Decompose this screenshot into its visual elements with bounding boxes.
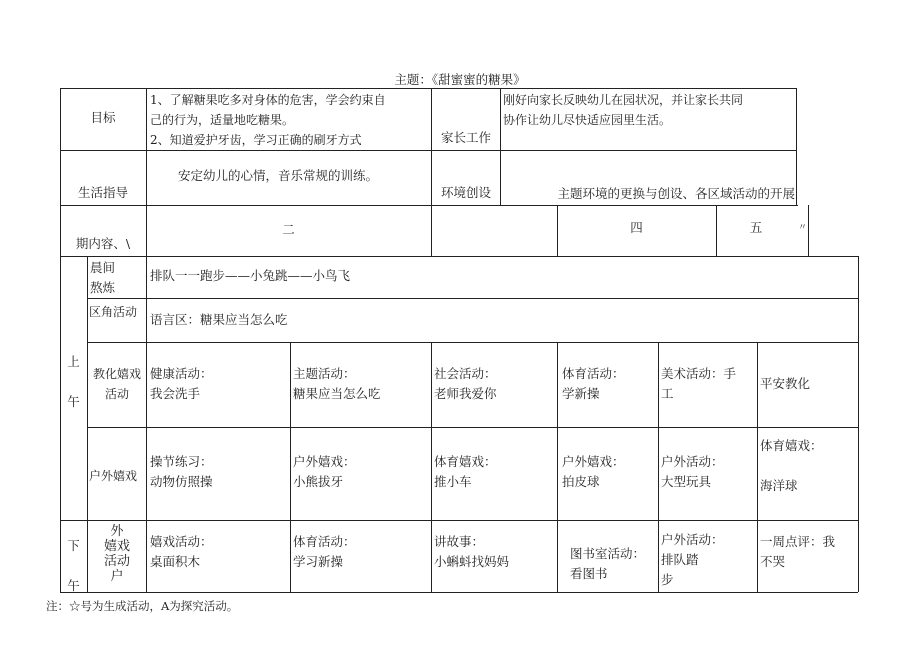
grid-line bbox=[858, 256, 859, 592]
outdoor-cell: 户外嬉戏： 拍皮球 bbox=[562, 454, 625, 489]
teaching-cell: 美术活动：手 工 bbox=[661, 366, 737, 401]
outdoor-cell: 户外活动： 大型玩具 bbox=[661, 454, 724, 489]
environment-text: 主题环境的更换与创设、各区域活动的开展 bbox=[557, 186, 795, 201]
grid-line bbox=[60, 88, 796, 89]
parent-work-text: 刚好向家长反映幼儿在园状况，并让家长共同 协作让幼儿尽快适应园里生活。 bbox=[503, 93, 744, 127]
grid-line bbox=[808, 205, 809, 256]
day-five: 五 bbox=[749, 220, 763, 235]
grid-line bbox=[500, 88, 501, 205]
footnote: 注：☆号为生成活动，A为探究活动。 bbox=[46, 599, 239, 613]
morning-section-label: 上 午 bbox=[67, 354, 80, 409]
teaching-cell: 体育活动： 学新操 bbox=[562, 366, 625, 401]
grid-line bbox=[658, 342, 659, 592]
goal-text: 1、了解糖果吃多对身体的危害，学会约束自 己的行为，适量地吃糖果。 2、知道爱护牙齿，学习正确的刷牙方式 bbox=[150, 93, 386, 147]
afternoon-cell: 讲故事： 小蝌蚪找妈妈 bbox=[434, 534, 510, 569]
grid-line bbox=[290, 342, 291, 592]
teaching-cell: 主题活动： 糖果应当怎么吃 bbox=[293, 366, 381, 401]
afternoon-cell: 体育活动： 学习新操 bbox=[293, 534, 356, 569]
grid-line bbox=[60, 256, 858, 257]
goal-label: 目标 bbox=[90, 110, 116, 125]
day-mark: 〃 bbox=[798, 223, 808, 233]
grid-line bbox=[60, 520, 858, 521]
afternoon-cell: 户外活动： 排队踏 步 bbox=[661, 532, 724, 587]
page-title: 主题：《甜蜜蜜的糖果》 bbox=[394, 72, 526, 87]
parent-work-label: 家长工作 bbox=[440, 130, 491, 145]
grid-line bbox=[146, 88, 147, 592]
outdoor-cell: 操节练习： 动物仿照操 bbox=[150, 454, 213, 489]
teaching-cell: 社会活动： 老师我爱你 bbox=[434, 366, 497, 401]
area-activity-content: 语言区：糖果应当怎么吃 bbox=[150, 312, 288, 327]
week-header-label: 期内容、\ bbox=[75, 236, 131, 251]
grid-line bbox=[60, 150, 796, 151]
teaching-cell: 健康活动： 我会洗手 bbox=[150, 366, 213, 401]
afternoon-cell: 一周点评：我 不哭 bbox=[760, 534, 836, 569]
day-two: 二 bbox=[282, 222, 295, 237]
life-guide-text: 安定幼儿的心情，音乐常规的训练。 bbox=[178, 168, 379, 183]
outdoor-cell: 体育嬉戏： 推小车 bbox=[434, 454, 497, 489]
grid-line bbox=[60, 592, 858, 593]
environment-label: 环境创设 bbox=[440, 185, 491, 200]
outdoor-cell: 体育嬉戏： 海洋球 bbox=[760, 438, 823, 493]
morning-exercise-label: 晨间 熬炼 bbox=[90, 260, 116, 295]
outdoor-cell: 户外嬉戏： 小熊拔牙 bbox=[293, 454, 356, 489]
afternoon-cell: 嬉戏活动： 桌面积木 bbox=[150, 534, 213, 569]
grid-line bbox=[87, 427, 858, 428]
afternoon-activity-label: 外 嬉戏 活动 户 bbox=[103, 524, 130, 584]
grid-line bbox=[757, 342, 758, 592]
grid-line bbox=[87, 342, 858, 343]
grid-line bbox=[796, 88, 797, 205]
grid-line bbox=[87, 298, 858, 299]
grid-line bbox=[60, 205, 798, 206]
teaching-cell: 平安教化 bbox=[760, 376, 811, 391]
afternoon-cell: 图书室活动： 看图书 bbox=[570, 546, 646, 581]
outdoor-games-label: 户外嬉戏 bbox=[89, 469, 138, 483]
afternoon-section-label: 下 午 bbox=[67, 538, 80, 593]
life-guide-label: 生活指导 bbox=[77, 185, 128, 200]
day-four: 四 bbox=[630, 220, 643, 235]
grid-line bbox=[60, 88, 61, 592]
teaching-games-label: 教化嬉戏 活动 bbox=[92, 367, 141, 401]
grid-line bbox=[431, 342, 432, 592]
morning-exercise-content: 排队一一跑步——小兔跳——小鸟飞 bbox=[150, 268, 351, 283]
area-activity-label: 区角活动 bbox=[89, 305, 138, 319]
grid-line bbox=[557, 342, 558, 592]
